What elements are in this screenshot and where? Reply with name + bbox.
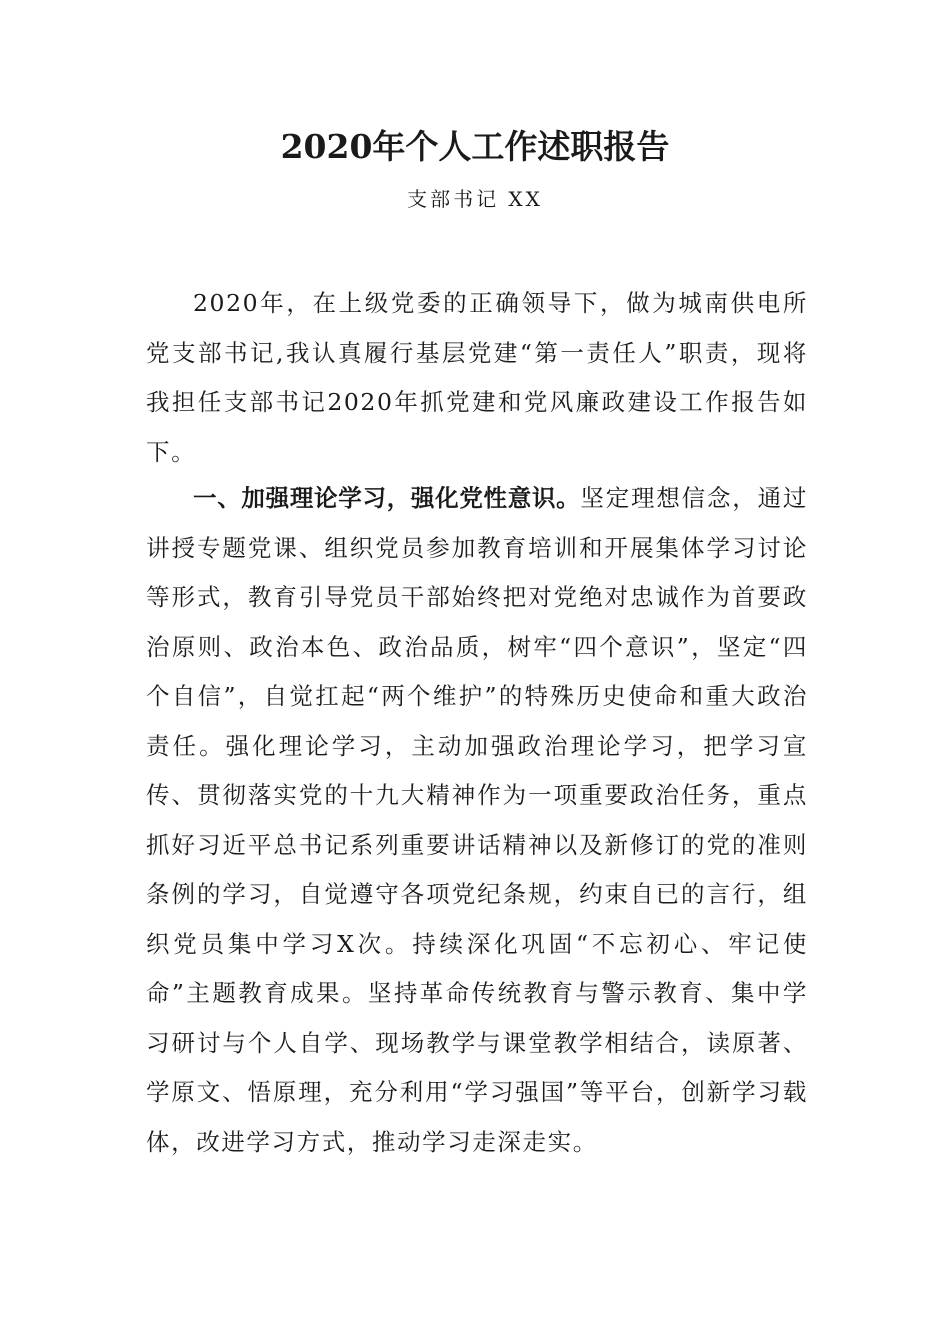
document-title: 2020年个人工作述职报告: [280, 127, 670, 166]
document-subtitle: 支部书记 XX: [407, 187, 543, 211]
paragraph-section-1: [146, 474, 808, 1167]
section-1-heading: 一、加强理论学习，强化党性意识。: [193, 484, 581, 512]
paragraph-intro-text: 2020年，在上级党委的正确领导下，做为城南供电所党支部书记,我认真履行基层党建“第一责任人”职责，现将我担任支部书记2020年抓党建和党风廉政建设工作报告如下。: [146, 289, 808, 466]
paragraph-intro: [146, 279, 808, 477]
section-1-text: 坚定理想信念，通过讲授专题党课、组织党员参加教育培训和开展集体学习讨论等形式，教育引导党员干部始终把对党绝对忠诚作为首要政治原则、政治本色、政治品质，树牢“四个意识”，坚定“四个自信”，自觉扛起“两个维护”的特殊历史使命和重大政治责任。强化理论学习，主动加强政治理论学习，把学习宣传、贯彻落实党的十九大精神作为一项重要政治任务，重点抓好习近平总书记系列重要讲话精神以及新修订的党的准则条例的学习，自觉遵守各项党纪条规，约束自已的言行，组织党员集中学习X次。持续深化巩固“不忘初心、牢记使命”主题教育成果。坚持革命传统教育与警示教育、集中学习研讨与个人自学、现场教学与课堂教学相结合，读原著、学原文、悟原理，充分利用“学习强国”等平台，创新学习载体，改进学习方式，推动学习走深走实。: [146, 484, 809, 1156]
